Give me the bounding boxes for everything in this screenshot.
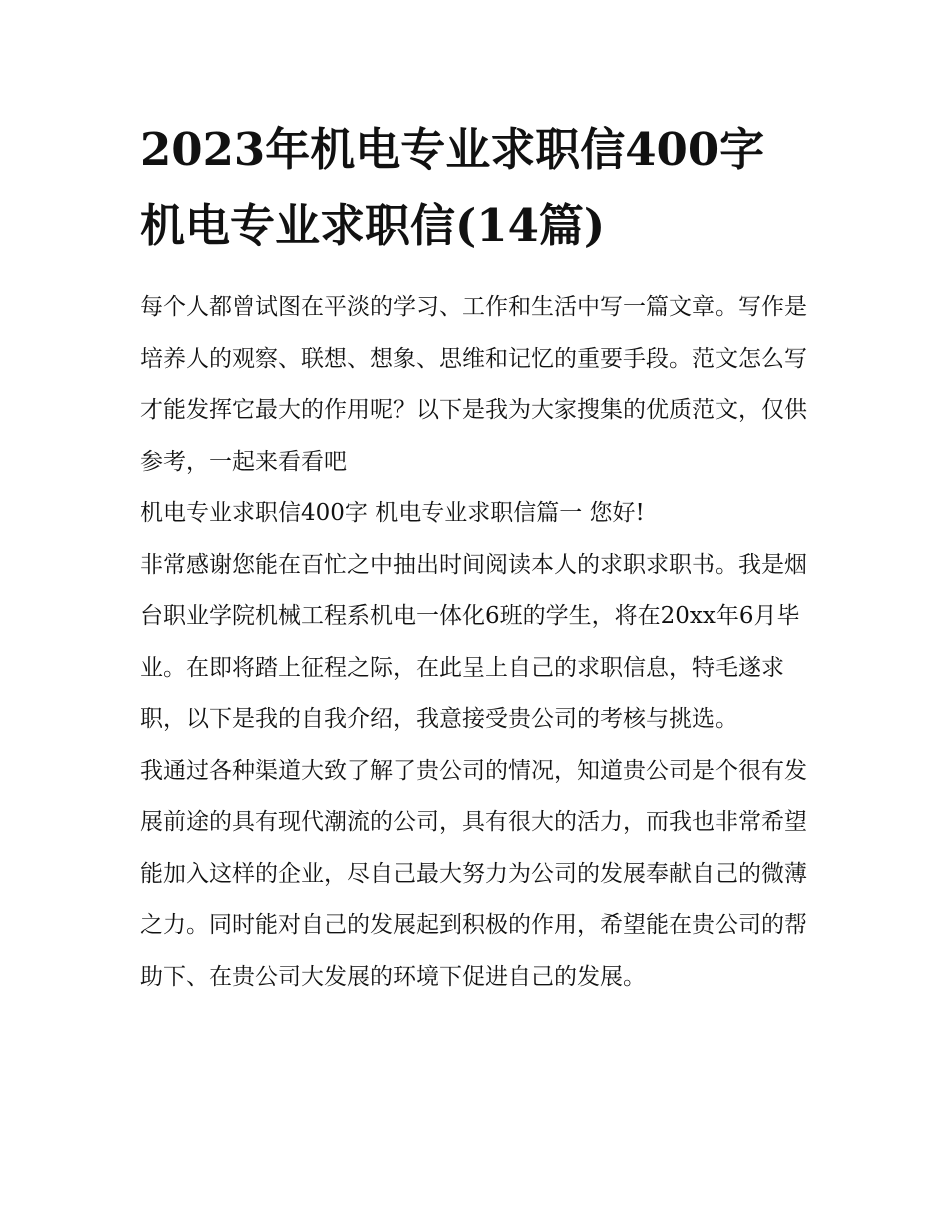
body-paragraph-1: 非常感谢您能在百忙之中抽出时间阅读本人的求职求职书。我是烟台职业学院机械工程系机电一体化6班的学生，将在20xx年6月毕业。在即将踏上征程之际，在此呈上自己的求职信息，特毛遂求职，以下是我的自我介绍，我意接受贵公司的考核与挑选。 — [140, 551, 807, 732]
document-title: 2023年机电专业求职信400字 机电专业求职信(14篇) — [140, 123, 765, 252]
body-paragraph-2: 我通过各种渠道大致了解了贵公司的情况，知道贵公司是个很有发展前途的具有现代潮流的公司，具有很大的活力，而我也非常希望能加入这样的企业，尽自己最大努力为公司的发展奉献自己的微薄之力。同时能对自己的发展起到积极的作用，希望能在贵公司的帮助下、在贵公司大发展的环境下促进自己的发展。 — [140, 757, 807, 990]
intro-paragraph: 每个人都曾试图在平淡的学习、工作和生活中写一篇文章。写作是培养人的观察、联想、想象、思维和记忆的重要手段。范文怎么写才能发挥它最大的作用呢？以下是我为大家搜集的优质范文，仅供参考，一起来看看吧 — [140, 294, 807, 475]
section-heading-paragraph: 机电专业求职信400字 机电专业求职信篇一 您好! — [140, 500, 645, 526]
document-page — [140, 112, 812, 1003]
